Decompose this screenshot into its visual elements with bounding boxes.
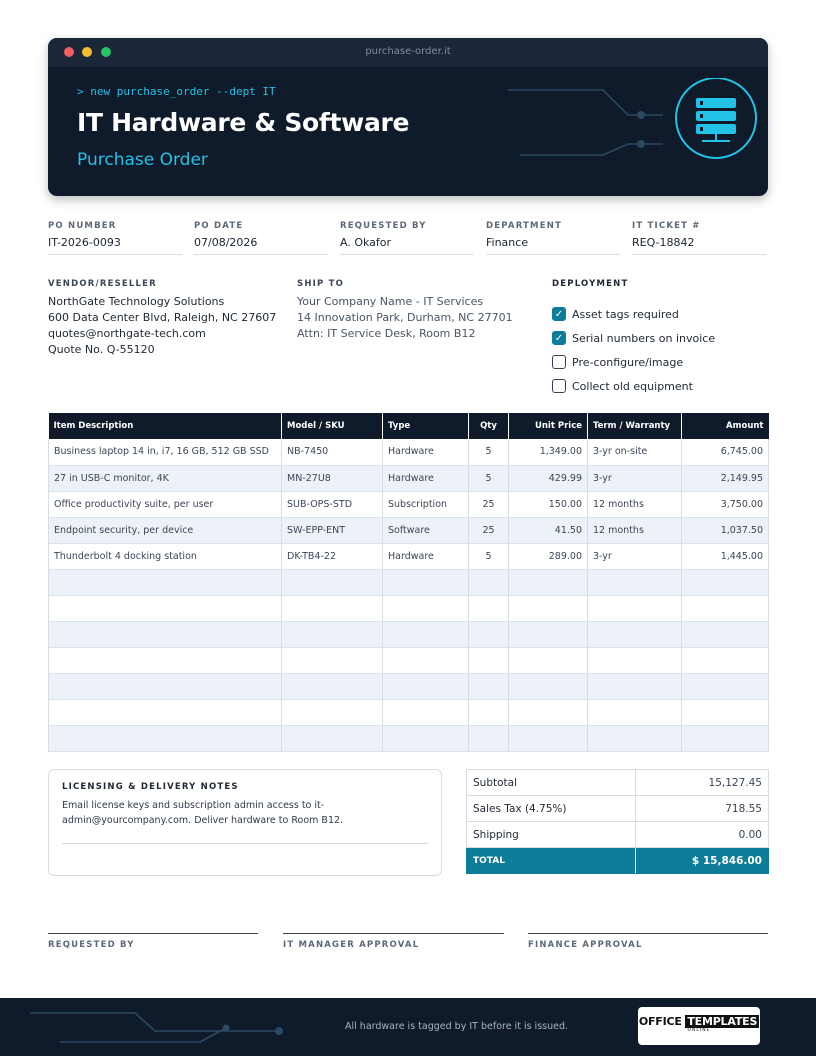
vendor-email: quotes@northgate-tech.com [48,327,206,340]
notes-text: Email license keys and subscription admin access to it-admin@yourcompany.com. Deliver hardware to Room B12. [62,800,344,826]
cell-type [383,595,469,621]
table-row [49,569,769,595]
line-items-table [48,413,769,752]
cell-type: Software [383,517,469,543]
checkbox-asset-tags[interactable] [552,302,715,326]
ship-to-block [297,279,513,342]
cell-amount [682,673,769,699]
col-header-term: Term / Warranty [588,413,682,439]
cell-amount: 1,037.50 [682,517,769,543]
cell-unit-price [509,673,588,699]
col-header-qty: Qty [469,413,509,439]
cell-qty: 5 [469,439,509,465]
cell-type: Hardware [383,439,469,465]
checkbox-unchecked-icon[interactable] [552,355,566,369]
total-row [467,848,769,874]
shipping-value: 0.00 [636,822,769,848]
col-header-type: Type [383,413,469,439]
cell-unit-price: 41.50 [509,517,588,543]
cell-type [383,569,469,595]
checkbox-checked-icon[interactable]: ✓ [552,331,566,345]
cell-sku: SW-EPP-ENT [282,517,383,543]
circuit-decoration-icon [0,998,300,1056]
deployment-label: DEPLOYMENT [552,279,629,289]
requested-by-value: A. Okafor [340,236,392,249]
table-row [49,621,769,647]
cell-term: 3-yr [588,543,682,569]
po-date-value: 07/08/2026 [194,236,258,249]
requested-by-label: REQUESTED BY [340,221,427,231]
header-window [48,38,768,196]
cell-term [588,569,682,595]
requested-by-field [340,221,474,255]
cell-description [49,673,282,699]
cell-term: 3-yr on-site [588,439,682,465]
vendor-quote: Quote No. Q-55120 [48,343,155,356]
po-date-field [194,221,328,255]
cell-amount [682,725,769,751]
logo-text-templates: TEMPLATES [687,1015,758,1028]
table-header-row [49,413,769,439]
cell-description: Endpoint security, per device [49,517,282,543]
cell-amount [682,647,769,673]
cell-unit-price: 429.99 [509,465,588,491]
cell-type [383,699,469,725]
vendor-block [48,279,276,358]
cell-sku [282,569,383,595]
cell-unit-price [509,569,588,595]
cell-sku: MN-27U8 [282,465,383,491]
cell-type [383,725,469,751]
cell-qty [469,725,509,751]
cell-qty: 25 [469,517,509,543]
checkbox-unchecked-icon[interactable] [552,379,566,393]
circuit-server-icon [508,78,758,193]
signature-finance: FINANCE APPROVAL [528,933,768,950]
ship-to-label: SHIP TO [297,279,345,289]
cell-sku: SUB-OPS-STD [282,491,383,517]
table-row [49,439,769,465]
cell-qty [469,569,509,595]
checkbox-label: Collect old equipment [572,379,693,393]
cell-unit-price [509,647,588,673]
subtotal-row [467,770,769,796]
total-label: TOTAL [467,848,636,874]
table-row [49,543,769,569]
cell-amount [682,595,769,621]
cell-qty: 5 [469,543,509,569]
cell-sku [282,725,383,751]
cell-description [49,725,282,751]
cell-sku [282,699,383,725]
window-title: purchase-order.it [365,46,451,57]
notes-box [48,769,442,876]
signature-it-manager: IT MANAGER APPROVAL [283,933,504,950]
cell-amount [682,621,769,647]
logo-text-office: OFFICE [638,1015,682,1028]
cell-qty [469,699,509,725]
cell-description [49,699,282,725]
checkbox-serial-numbers[interactable] [552,326,715,350]
tax-row [467,796,769,822]
po-number-value: IT-2026-0093 [48,236,121,249]
total-value: $ 15,846.00 [636,848,769,874]
department-field [486,221,620,255]
cell-amount: 2,149.95 [682,465,769,491]
table-row [49,673,769,699]
cell-unit-price [509,699,588,725]
cell-qty [469,621,509,647]
checkbox-pre-configure[interactable] [552,350,715,374]
checkbox-label: Serial numbers on invoice [572,331,716,345]
checkbox-checked-icon[interactable]: ✓ [552,307,566,321]
cell-amount: 3,750.00 [682,491,769,517]
cell-sku [282,673,383,699]
department-value: Finance [486,236,529,249]
deployment-block [552,279,715,398]
cell-amount: 6,745.00 [682,439,769,465]
table-row [49,517,769,543]
cell-type: Hardware [383,543,469,569]
po-number-field [48,221,182,255]
cell-qty: 25 [469,491,509,517]
cell-sku: NB-7450 [282,439,383,465]
cell-unit-price: 289.00 [509,543,588,569]
cell-qty [469,647,509,673]
command-line: > new purchase_order --dept IT [77,85,276,98]
col-header-amount: Amount [682,413,769,439]
logo-text-online: ONLINE [687,1028,711,1033]
cell-description [49,647,282,673]
cell-term [588,725,682,751]
signature-requested-by: REQUESTED BY [48,933,258,950]
footer [0,998,816,1056]
cell-description [49,595,282,621]
footer-note: All hardware is tagged by IT before it is issued. [345,1021,569,1032]
it-ticket-label: IT TICKET # [632,221,701,231]
shipping-label: Shipping [467,822,636,848]
department-label: DEPARTMENT [486,221,563,231]
subtotal-value: 15,127.45 [636,770,769,796]
table-row [49,725,769,751]
cell-unit-price: 1,349.00 [509,439,588,465]
cell-amount: 1,445.00 [682,543,769,569]
cell-description: Business laptop 14 in, i7, 16 GB, 512 GB SSD [49,439,282,465]
cell-qty [469,673,509,699]
cell-qty [469,595,509,621]
vendor-label: VENDOR/RESELLER [48,279,157,289]
cell-unit-price [509,725,588,751]
table-row [49,491,769,517]
vendor-name: NorthGate Technology Solutions [48,295,225,308]
office-templates-logo [638,1007,760,1045]
checkbox-label: Asset tags required [572,307,679,321]
cell-type [383,621,469,647]
cell-term: 3-yr [588,465,682,491]
totals-table [466,769,769,874]
table-row [49,647,769,673]
table-row [49,699,769,725]
cell-amount [682,569,769,595]
cell-type: Subscription [383,491,469,517]
ship-to-attn: Attn: IT Service Desk, Room B12 [297,327,476,340]
cell-term [588,647,682,673]
table-row [49,465,769,491]
cell-description [49,621,282,647]
col-header-unit-price: Unit Price [509,413,588,439]
cell-sku [282,595,383,621]
cell-unit-price [509,621,588,647]
cell-qty: 5 [469,465,509,491]
it-ticket-field [632,221,766,255]
tax-value: 718.55 [636,796,769,822]
cell-type [383,673,469,699]
ship-to-company: Your Company Name - IT Services [297,295,484,308]
cell-term [588,595,682,621]
cell-sku [282,621,383,647]
subtotal-label: Subtotal [467,770,636,796]
cell-sku: DK-TB4-22 [282,543,383,569]
ship-to-address: 14 Innovation Park, Durham, NC 27701 [297,311,513,324]
cell-description: Thunderbolt 4 docking station [49,543,282,569]
po-number-label: PO NUMBER [48,221,117,231]
cell-unit-price: 150.00 [509,491,588,517]
cell-term [588,673,682,699]
table-row [49,595,769,621]
shipping-row [467,822,769,848]
po-date-label: PO DATE [194,221,244,231]
notes-label: LICENSING & DELIVERY NOTES [62,782,239,792]
cell-term [588,699,682,725]
cell-type: Hardware [383,465,469,491]
cell-type [383,647,469,673]
checkbox-collect-old[interactable] [552,374,715,398]
checkbox-label: Pre-configure/image [572,355,684,369]
col-header-description: Item Description [49,413,282,439]
col-header-sku: Model / SKU [282,413,383,439]
cell-description [49,569,282,595]
cell-term: 12 months [588,491,682,517]
cell-amount [682,699,769,725]
cell-description: Office productivity suite, per user [49,491,282,517]
it-ticket-value: REQ-18842 [632,236,695,249]
cell-term [588,621,682,647]
cell-term: 12 months [588,517,682,543]
notes-divider [62,843,428,844]
vendor-address: 600 Data Center Blvd, Raleigh, NC 27607 [48,311,277,324]
page-subtitle: Purchase Order [77,150,208,170]
cell-description: 27 in USB-C monitor, 4K [49,465,282,491]
cell-unit-price [509,595,588,621]
window-title-bar [48,38,768,67]
tax-label: Sales Tax (4.75%) [467,796,636,822]
page-title: IT Hardware & Software [77,108,410,137]
cell-sku [282,647,383,673]
